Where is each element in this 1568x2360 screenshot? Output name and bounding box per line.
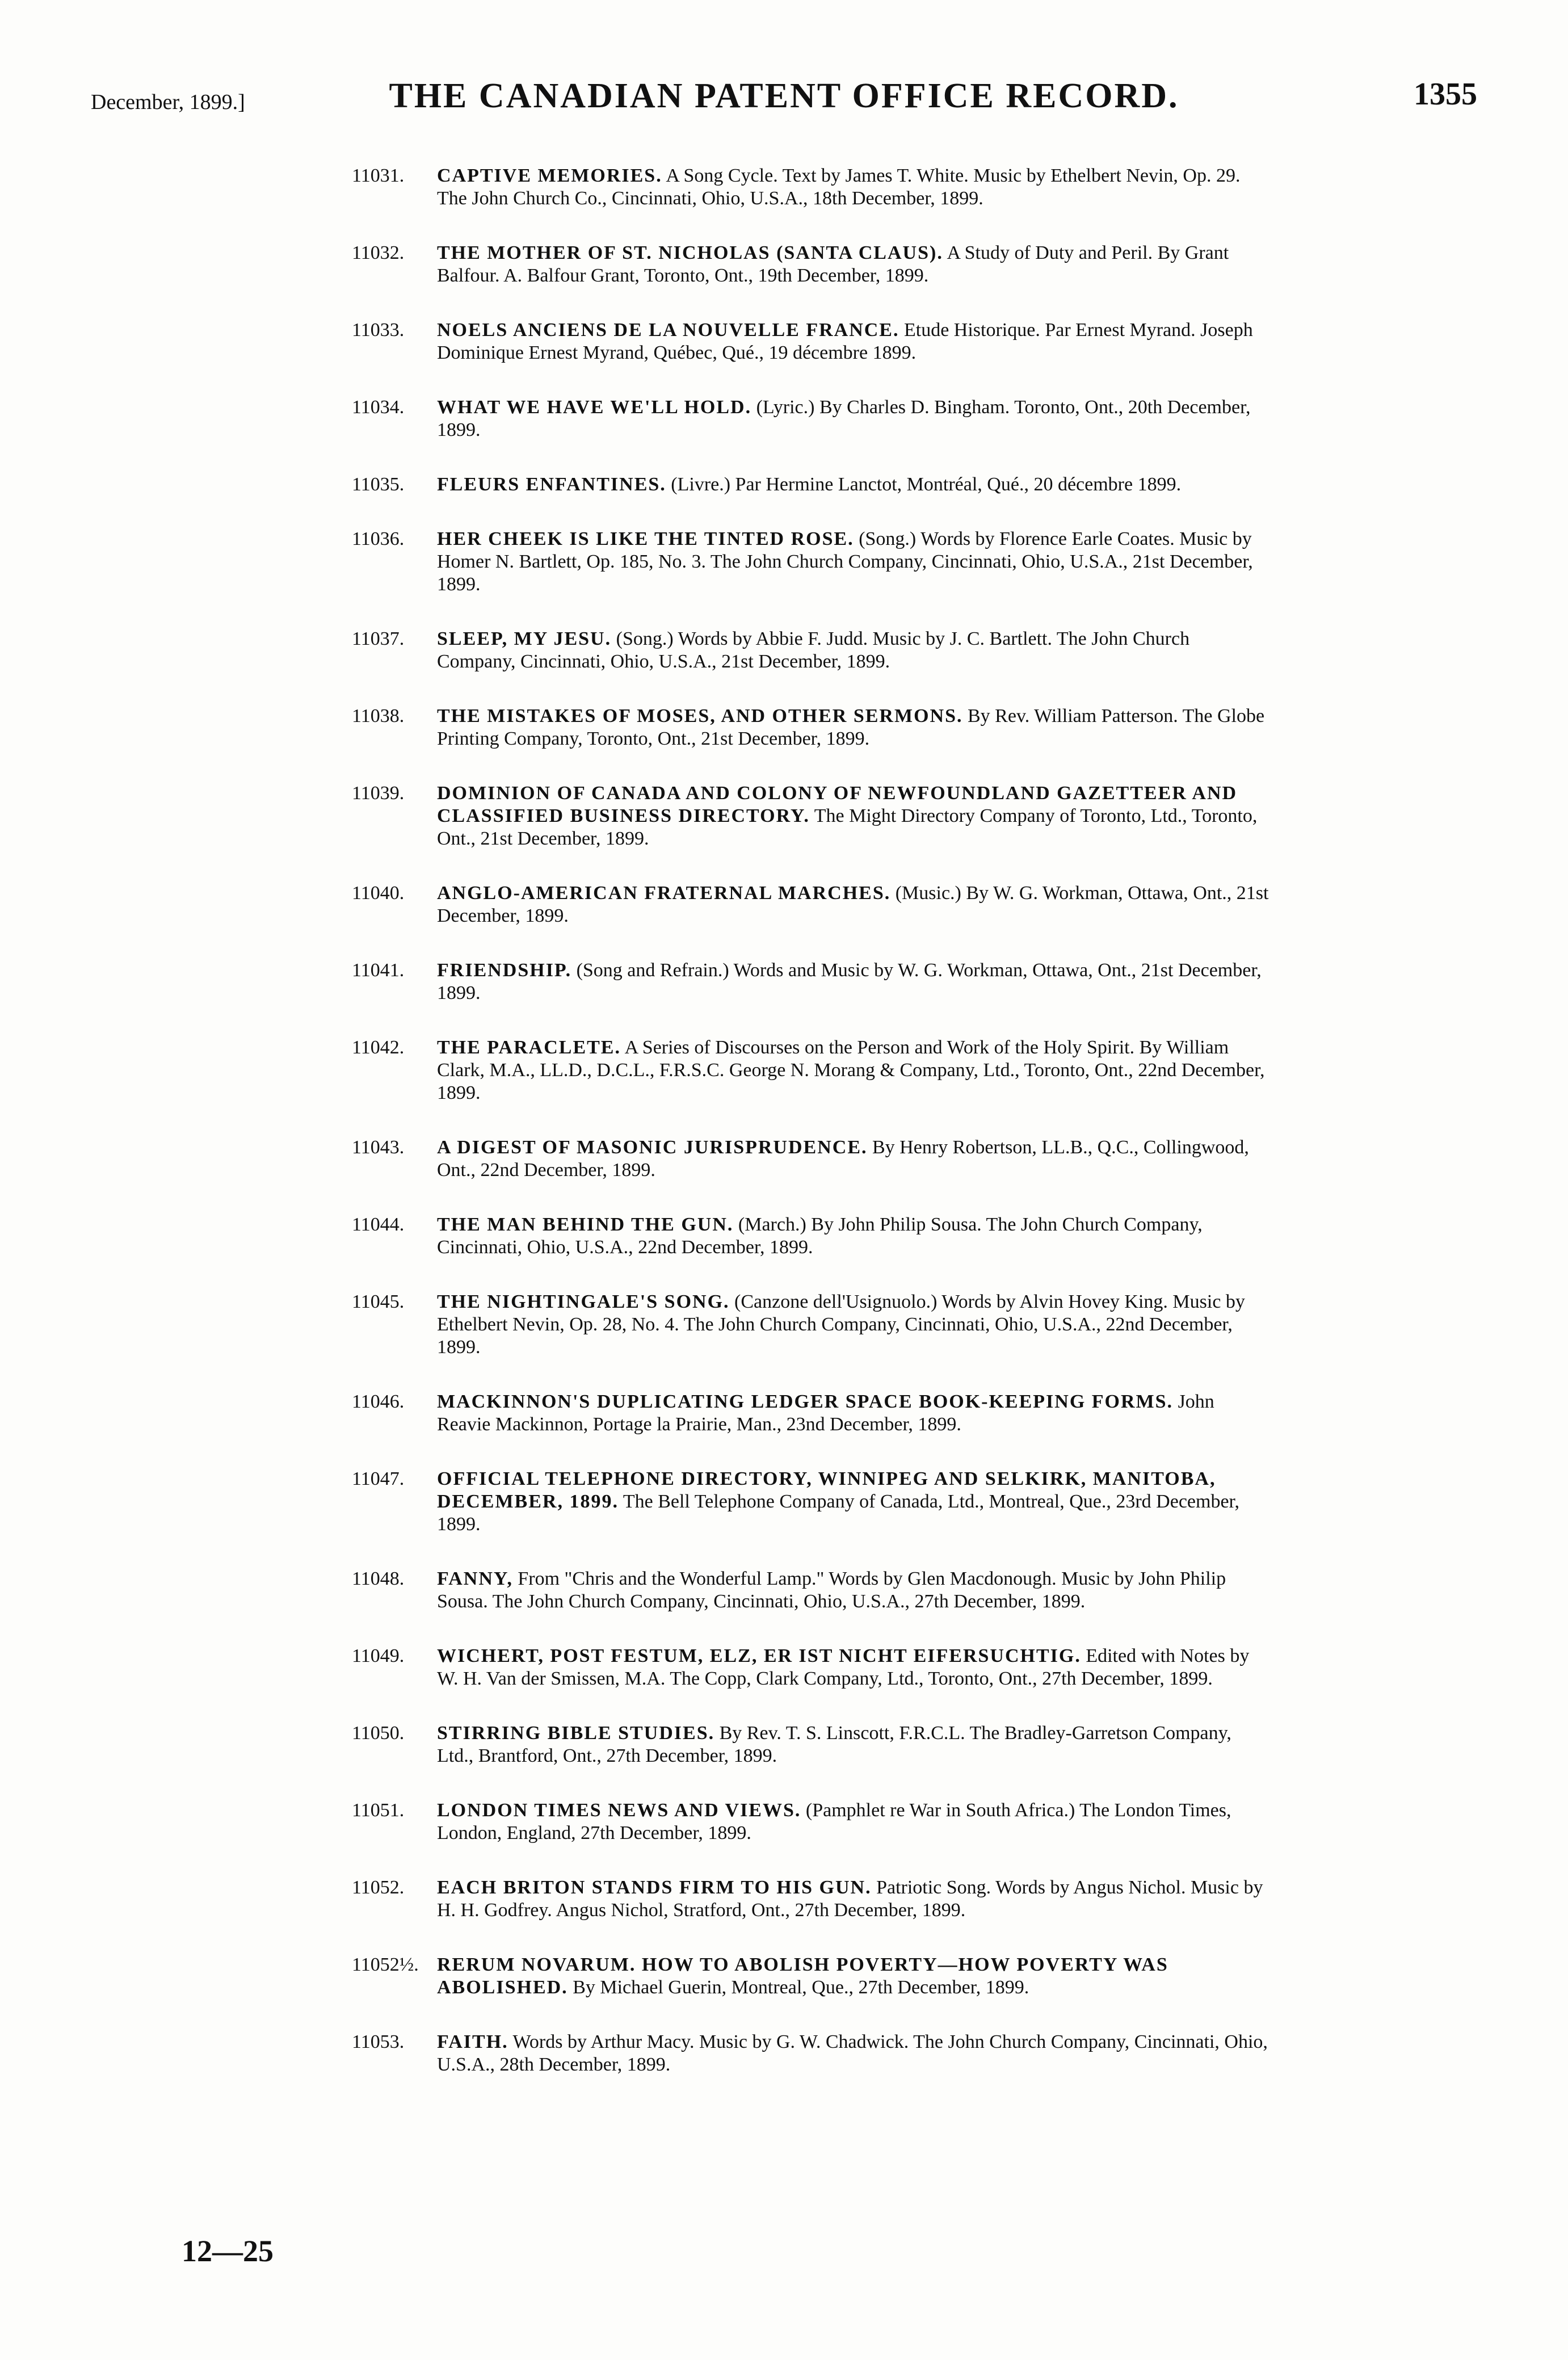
entry-number: 11041. — [352, 960, 405, 981]
entry-text: Etude Historique. Par Ernest Myrand. Joseph Dominique Ernest Myrand, Québec, Qué., 19 décembre 1899. — [437, 320, 1253, 363]
entry-body — [437, 1799, 1271, 1845]
list-item — [352, 782, 1271, 850]
entry-body — [437, 396, 1271, 442]
entry-text: Patriotic Song. Words by Angus Nichol. Music by H. H. Godfrey. Angus Nichol, Stratford, Ont., 27th December, 1899. — [437, 1877, 1263, 1921]
entry-number: 11047. — [352, 1468, 405, 1489]
entry-body — [437, 1468, 1271, 1536]
list-item — [352, 959, 1271, 1005]
entry-number: 11053. — [352, 2031, 405, 2052]
entry-title: THE NIGHTINGALE'S SONG. — [437, 1291, 730, 1312]
list-item — [352, 2031, 1271, 2076]
entry-title: STIRRING BIBLE STUDIES. — [437, 1723, 715, 1744]
entry-number: 11045. — [352, 1291, 405, 1312]
entry-text: (Music.) By W. G. Workman, Ottawa, Ont., 21st December, 1899. — [437, 883, 1269, 926]
entry-title: WHAT WE HAVE WE'LL HOLD. — [437, 397, 752, 418]
list-item — [352, 1799, 1271, 1845]
entry-title: FANNY, — [437, 1568, 513, 1589]
entry-body — [437, 1391, 1271, 1436]
entry-text: (Song.) Words by Abbie F. Judd. Music by J. C. Bartlett. The John Church Company, Cincinnati, Ohio, U.S.A., 21st December, 1899. — [437, 628, 1190, 672]
entry-number: 11033. — [352, 320, 405, 341]
entry-title: FRIENDSHIP. — [437, 960, 572, 981]
entry-text: The Might Directory Company of Toronto, Ltd., Toronto, Ont., 21st December, 1899. — [437, 805, 1258, 849]
list-item — [352, 628, 1271, 673]
entry-title: FAITH. — [437, 2031, 508, 2052]
entry-body — [437, 1291, 1271, 1359]
entry-text: By Henry Robertson, LL.B., Q.C., Collingwood, Ont., 22nd December, 1899. — [437, 1137, 1249, 1181]
entry-title: THE MOTHER OF ST. NICHOLAS (SANTA CLAUS). — [437, 242, 943, 263]
list-item — [352, 1136, 1271, 1182]
entry-number: 11050. — [352, 1723, 405, 1744]
entry-body — [437, 1722, 1271, 1767]
entry-text: Words by Arthur Macy. Music by G. W. Chadwick. The John Church Company, Cincinnati, Ohio, U.S.A., 28th December, 1899. — [437, 2031, 1268, 2075]
entry-title: RERUM NOVARUM. HOW TO ABOLISH POVERTY—HOW POVERTY WAS ABOLISHED. — [437, 1954, 1168, 1998]
list-item — [352, 1876, 1271, 1922]
list-item — [352, 165, 1271, 210]
entry-text: From "Chris and the Wonderful Lamp." Words by Glen Macdonough. Music by John Philip Sousa. The John Church Company, Cincinnati, Ohio, U.S.A., 27th December, 1899. — [437, 1568, 1226, 1612]
entry-body — [437, 242, 1271, 287]
entry-body — [437, 628, 1271, 673]
list-item — [352, 319, 1271, 364]
entry-title: HER CHEEK IS LIKE THE TINTED ROSE. — [437, 528, 854, 549]
entry-text: The Bell Telephone Company of Canada, Ltd., Montreal, Que., 23rd December, 1899. — [437, 1491, 1239, 1535]
entry-body — [437, 959, 1271, 1005]
header-date: December, 1899.] — [91, 90, 245, 114]
entry-body — [437, 1213, 1271, 1259]
list-item — [352, 1391, 1271, 1436]
entry-body — [437, 1954, 1271, 1999]
list-item — [352, 396, 1271, 442]
entry-title: CAPTIVE MEMORIES. — [437, 165, 662, 186]
entry-text: Edited with Notes by W. H. Van der Smissen, M.A. The Copp, Clark Company, Ltd., Toronto, Ont., 27th December, 1899. — [437, 1645, 1250, 1689]
entry-body — [437, 1136, 1271, 1182]
entry-body — [437, 319, 1271, 364]
entry-text: (March.) By John Philip Sousa. The John Church Company, Cincinnati, Ohio, U.S.A., 22nd December, 1899. — [437, 1214, 1203, 1258]
entry-title: THE MAN BEHIND THE GUN. — [437, 1214, 734, 1235]
entry-number: 11031. — [352, 165, 405, 186]
entry-text: A Series of Discourses on the Person and Work of the Holy Spirit. By William Clark, M.A., LL.D., D.C.L., F.R.S.C. George N. Morang & Company, Ltd., Toronto, Ont., 22nd December, 1899. — [437, 1037, 1265, 1103]
entry-text: (Pamphlet re War in South Africa.) The London Times, London, England, 27th December, 1899. — [437, 1800, 1231, 1844]
entry-number: 11032. — [352, 242, 405, 263]
entry-number: 11039. — [352, 783, 405, 804]
entry-number: 11037. — [352, 628, 405, 649]
list-item — [352, 1291, 1271, 1359]
entry-body — [437, 782, 1271, 850]
entry-number: 11052. — [352, 1877, 405, 1898]
entry-title: WICHERT, POST FESTUM, ELZ, ER IST NICHT EIFERSUCHTIG. — [437, 1645, 1081, 1666]
entry-number: 11049. — [352, 1645, 405, 1666]
entry-text: A Song Cycle. Text by James T. White. Music by Ethelbert Nevin, Op. 29. The John Church Co., Cincinnati, Ohio, U.S.A., 18th December, 1899. — [437, 165, 1241, 209]
signature-mark: 12—25 — [182, 2234, 274, 2268]
list-item — [352, 1568, 1271, 1613]
entry-text: By Rev. William Patterson. The Globe Printing Company, Toronto, Ont., 21st December, 1899. — [437, 706, 1265, 749]
entry-text: (Song and Refrain.) Words and Music by W. G. Workman, Ottawa, Ont., 21st December, 1899. — [437, 960, 1262, 1003]
entry-number: 11046. — [352, 1391, 405, 1412]
entry-text: (Song.) Words by Florence Earle Coates. Music by Homer N. Bartlett, Op. 185, No. 3. The John Church Company, Cincinnati, Ohio, U.S.A., 21st December, 1899. — [437, 528, 1253, 595]
entry-text: A Study of Duty and Peril. By Grant Balfour. A. Balfour Grant, Toronto, Ont., 19th December, 1899. — [437, 242, 1229, 286]
entry-body — [437, 2031, 1271, 2076]
entry-body — [437, 882, 1271, 927]
entry-title: OFFICIAL TELEPHONE DIRECTORY, WINNIPEG AND SELKIRK, MANITOBA, DECEMBER, 1899. — [437, 1468, 1216, 1512]
entry-title: NOELS ANCIENS DE LA NOUVELLE FRANCE. — [437, 320, 899, 341]
page-header — [0, 68, 1568, 114]
list-item — [352, 242, 1271, 287]
entry-title: EACH BRITON STANDS FIRM TO HIS GUN. — [437, 1877, 872, 1898]
entry-body — [437, 1036, 1271, 1105]
entry-list — [352, 165, 1271, 2108]
entry-number: 11051. — [352, 1800, 405, 1821]
entry-body — [437, 165, 1271, 210]
list-item — [352, 473, 1271, 496]
entry-title: SLEEP, MY JESU. — [437, 628, 612, 649]
list-item — [352, 1722, 1271, 1767]
entry-title: ANGLO-AMERICAN FRATERNAL MARCHES. — [437, 883, 891, 904]
entry-title: LONDON TIMES NEWS AND VIEWS. — [437, 1800, 801, 1821]
entry-title: THE PARACLETE. — [437, 1037, 621, 1058]
entry-body — [437, 1645, 1271, 1690]
entry-number: 11043. — [352, 1137, 405, 1158]
entry-number: 11034. — [352, 397, 405, 418]
entry-number: 11035. — [352, 474, 405, 495]
entry-number: 11040. — [352, 883, 405, 904]
entry-title: FLEURS ENFANTINES. — [437, 474, 666, 495]
entry-title: A DIGEST OF MASONIC JURISPRUDENCE. — [437, 1137, 868, 1158]
entry-body — [437, 528, 1271, 596]
list-item — [352, 882, 1271, 927]
entry-text: (Livre.) Par Hermine Lanctot, Montréal, Qué., 20 décembre 1899. — [671, 474, 1182, 495]
list-item — [352, 1213, 1271, 1259]
entry-body — [437, 705, 1271, 750]
list-item — [352, 1645, 1271, 1690]
entry-number: 11038. — [352, 706, 405, 727]
entry-text: (Canzone dell'Usignuolo.) Words by Alvin Hovey King. Music by Ethelbert Nevin, Op. 28, No. 4. The John Church Company, Cincinnati, Ohio, U.S.A., 22nd December, 1899. — [437, 1291, 1245, 1358]
entry-text: (Lyric.) By Charles D. Bingham. Toronto, Ont., 20th December, 1899. — [437, 397, 1251, 440]
entry-body — [437, 1876, 1271, 1922]
entry-title: DOMINION OF CANADA AND COLONY OF NEWFOUNDLAND GAZETTEER AND CLASSIFIED BUSINESS DIRECTORY. — [437, 783, 1238, 826]
list-item — [352, 528, 1271, 596]
entry-text: John Reavie Mackinnon, Portage la Prairie, Man., 23nd December, 1899. — [437, 1391, 1214, 1435]
page-number: 1355 — [1414, 77, 1477, 112]
entry-text: By Michael Guerin, Montreal, Que., 27th December, 1899. — [573, 1977, 1029, 1998]
entry-number: 11044. — [352, 1214, 405, 1235]
entry-text: By Rev. T. S. Linscott, F.R.C.L. The Bradley-Garretson Company, Ltd., Brantford, Ont., 27th December, 1899. — [437, 1723, 1231, 1766]
entry-number: 11048. — [352, 1568, 405, 1589]
entry-number: 11052½. — [352, 1954, 419, 1975]
list-item — [352, 1468, 1271, 1536]
list-item — [352, 1036, 1271, 1105]
entry-number: 11036. — [352, 528, 405, 549]
entry-title: THE MISTAKES OF MOSES, AND OTHER SERMONS. — [437, 706, 963, 727]
list-item — [352, 705, 1271, 750]
list-item — [352, 1954, 1271, 1999]
entry-body — [437, 473, 1271, 496]
header-title: THE CANADIAN PATENT OFFICE RECORD. — [389, 77, 1179, 115]
entry-body — [437, 1568, 1271, 1613]
entry-title: MACKINNON'S DUPLICATING LEDGER SPACE BOOK-KEEPING FORMS. — [437, 1391, 1174, 1412]
entry-number: 11042. — [352, 1037, 405, 1058]
